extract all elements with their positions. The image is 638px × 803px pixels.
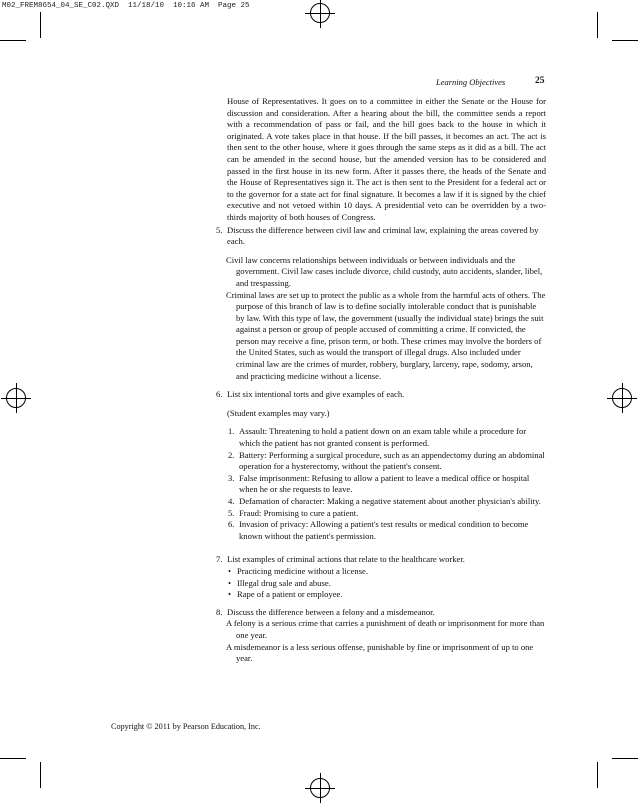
registration-mark-right: [612, 388, 632, 408]
question-7: [216, 554, 546, 566]
question-6: [216, 389, 546, 401]
crop-mark: [0, 758, 26, 759]
crop-mark: [612, 758, 638, 759]
list-item: 3. False imprisonment: Refusing to allow a patient to leave a medical office or hospital when he or she requests to leave.: [228, 472, 530, 495]
registration-mark-top: [310, 3, 330, 23]
crop-mark: [597, 12, 598, 38]
registration-mark-left: [6, 388, 26, 408]
list-item: 4. Defamation of character: Making a negative statement about another physician's ability.: [228, 496, 541, 506]
question-text: Discuss the difference between a felony and a misdemeanor.: [227, 606, 435, 617]
civil-law-answer: Civil law concerns relationships between individuals or between individuals and the government. Civil law cases include divorce, child custody, auto accidents, slander, libel, and trespassing.: [226, 254, 543, 288]
question-8: [216, 606, 546, 619]
felony-answer: A felony is a serious crime that carries a punishment of death or imprisonment for more than one year.: [226, 618, 545, 640]
crop-mark: [40, 762, 41, 788]
crop-mark: [0, 40, 26, 41]
question-text: List examples of criminal actions that relate to the healthcare worker.: [227, 554, 465, 565]
page-body: [216, 96, 546, 665]
question-text: Discuss the difference between civil law and criminal law, explaining the areas covered by each.: [227, 224, 539, 247]
copyright-footer: Copyright © 2011 by Pearson Education, Inc.: [111, 722, 261, 731]
crop-mark: [597, 762, 598, 788]
list-item: 1. Assault: Threatening to hold a patient down on an exam table while a procedure for which the patient has not granted consent is performed.: [228, 426, 527, 449]
list-item: 6. Invasion of privacy: Allowing a patient's test results or medical condition to become known without the patient's permission.: [228, 519, 529, 541]
question-5: [216, 224, 546, 248]
continued-paragraph: House of Representatives. It goes on to a committee in either the Senate or the House for discussion and consideration. After a hearing about the bill, the committee sends a report with a recommendation of pass or fail, and the bill goes back to the house in which it originated. A vote takes place in that house. If the bill passes, it becomes an act. The act is then sent to the other house, where it goes through the same steps as it did as a bill. The act can be amended in the second house, but the amended version has to be considered and passed in the first house in its new form. After it passes there, the heads of the Senate and the House of Representatives sign it. The act is then sent to the President for a federal act or to the governor for a state act for final signature. It becomes a law if it is signed by the chief executive and not vetoed within 10 days. A presidential veto can be overridden by a two-thirds majority of both houses of Congress.: [227, 96, 546, 222]
student-note: (Student examples may vary.): [227, 407, 330, 418]
bullet-item: • Illegal drug sale and abuse.: [237, 578, 546, 590]
criminal-law-answer: Criminal laws are set up to protect the public as a whole from the harmful acts of others. The purpose of this branch of law is to define socially intolerable conduct that is punishable by law. With this type of law, the government (usually the individual state) brings the suit against a person or group of people accused of committing a crime. If convicted, the person may receive a fine, prison term, or both. These crimes may involve the borders of the United States, such as would the transport of illegal drugs. Also included under criminal law are the crimes of murder, robbery, burglary, larceny, rape, sodomy, arson, and practicing medicine without a license.: [226, 289, 546, 381]
crop-mark: [40, 12, 41, 38]
crop-mark: [612, 40, 638, 41]
misdemeanor-answer: A misdemeanor is a less serious offense, punishable by fine or imprisonment of up to one year.: [226, 641, 534, 664]
page-number: 25: [535, 76, 545, 86]
question-text: List six intentional torts and give examples of each.: [227, 389, 405, 400]
running-head: Learning Objectives: [436, 77, 506, 87]
list-item: 5. Fraud: Promising to cure a patient.: [228, 507, 359, 518]
bullet-item: • Practicing medicine without a license.: [237, 566, 546, 578]
registration-mark-bottom: [310, 778, 330, 798]
question-number: 7.: [216, 554, 223, 565]
question-number: 5.: [216, 224, 223, 235]
bullet-item: • Rape of a patient or employee.: [237, 589, 546, 601]
list-item: 2. Battery: Performing a surgical procedure, such as an appendectomy during an abdominal operation for a hysterectomy, without the patient's consent.: [228, 449, 545, 472]
print-slug: M02_FREM8654_04_SE_C02.QXD 11/18/10 10:16 AM Page 25: [2, 2, 250, 10]
question-number: 6.: [216, 389, 223, 400]
question-number: 8.: [216, 606, 223, 617]
